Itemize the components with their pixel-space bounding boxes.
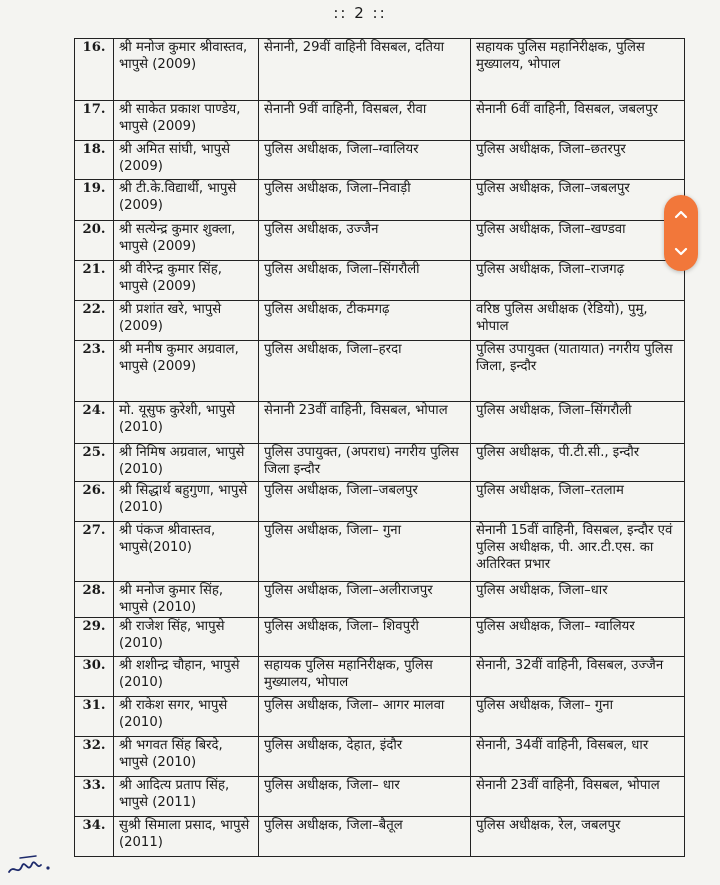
serial-number: 19. [75,180,114,221]
table-row [75,341,685,402]
table-row [75,180,685,221]
new-posting: सेनानी 6वीं वाहिनी, विसबल, जबलपुर [471,101,685,141]
new-posting: पुलिस अधीक्षक, जिला– ग्वालियर [471,618,685,657]
officer-name: श्री शशीन्द्र चौहान, भापुसे (2010) [114,657,259,697]
new-posting: पुलिस अधीक्षक, जिला–खण्डवा [471,221,685,261]
serial-number: 33. [75,777,114,817]
transfer-orders-table [74,38,685,857]
serial-number: 17. [75,101,114,141]
new-posting: पुलिस अधीक्षक, जिला–छतरपुर [471,141,685,180]
officer-name: श्री पंकज श्रीवास्तव, भापुसे(2010) [114,522,259,582]
new-posting: पुलिस अधीक्षक, पी.टी.सी., इन्दौर [471,444,685,482]
table-row [75,221,685,261]
current-posting: सेनानी, 29वीं वाहिनी विसबल, दतिया [259,39,471,101]
new-posting: पुलिस अधीक्षक, जिला–राजगढ़ [471,261,685,301]
table-row [75,39,685,101]
new-posting: पुलिस उपायुक्त (यातायात) नगरीय पुलिस जिला, इन्दौर [471,341,685,402]
current-posting: सहायक पुलिस महानिरीक्षक, पुलिस मुख्यालय, भोपाल [259,657,471,697]
new-posting: पुलिस अधीक्षक, जिला–जबलपुर [471,180,685,221]
current-posting: पुलिस अधीक्षक, जिला–अलीराजपुर [259,582,471,618]
table-row [75,817,685,857]
scroll-down-button[interactable] [664,233,698,271]
table-row [75,582,685,618]
signature-icon [6,846,54,882]
new-posting: पुलिस अधीक्षक, जिला–धार [471,582,685,618]
table-row [75,444,685,482]
chevron-down-icon [674,247,688,257]
serial-number: 22. [75,301,114,341]
officer-name: श्री मनोज कुमार श्रीवास्तव, भापुसे (2009) [114,39,259,101]
table-row [75,482,685,522]
serial-number: 16. [75,39,114,101]
new-posting: सेनानी, 32वीं वाहिनी, विसबल, उज्जैन [471,657,685,697]
current-posting: पुलिस अधीक्षक, जिला– गुना [259,522,471,582]
serial-number: 18. [75,141,114,180]
current-posting: सेनानी 9वीं वाहिनी, विसबल, रीवा [259,101,471,141]
new-posting: पुलिस अधीक्षक, जिला– गुना [471,697,685,737]
serial-number: 27. [75,522,114,582]
new-posting: सहायक पुलिस महानिरीक्षक, पुलिस मुख्यालय, भोपाल [471,39,685,101]
officer-name: श्री आदित्य प्रताप सिंह, भापुसे (2011) [114,777,259,817]
officer-name: श्री सिद्धार्थ बहुगुणा, भापुसे (2010) [114,482,259,522]
serial-number: 20. [75,221,114,261]
table-row [75,737,685,777]
officer-name: सुश्री सिमाला प्रसाद, भापुसे (2011) [114,817,259,857]
current-posting: पुलिस उपायुक्त, (अपराध) नगरीय पुलिस जिला इन्दौर [259,444,471,482]
table-row [75,697,685,737]
officer-name: श्री सत्येन्द्र कुमार शुक्ला, भापुसे (2009) [114,221,259,261]
current-posting: पुलिस अधीक्षक, जिला– धार [259,777,471,817]
current-posting: पुलिस अधीक्षक, उज्जैन [259,221,471,261]
serial-number: 30. [75,657,114,697]
serial-number: 31. [75,697,114,737]
serial-number: 25. [75,444,114,482]
table-row [75,657,685,697]
officer-name: श्री अमित सांघी, भापुसे (2009) [114,141,259,180]
officer-name: श्री मनोज कुमार सिंह, भापुसे (2010) [114,582,259,618]
table-row [75,618,685,657]
table-row [75,101,685,141]
table-row [75,402,685,444]
current-posting: पुलिस अधीक्षक, जिला–बैतूल [259,817,471,857]
current-posting: पुलिस अधीक्षक, जिला– शिवपुरी [259,618,471,657]
serial-number: 32. [75,737,114,777]
current-posting: पुलिस अधीक्षक, देहात, इंदौर [259,737,471,777]
officer-name: श्री वीरेन्द्र कुमार सिंह, भापुसे (2009) [114,261,259,301]
chevron-up-icon [674,209,688,219]
serial-number: 23. [75,341,114,402]
current-posting: पुलिस अधीक्षक, जिला–सिंगरौली [259,261,471,301]
officer-name: श्री मनीष कुमार अग्रवाल, भापुसे (2009) [114,341,259,402]
serial-number: 26. [75,482,114,522]
new-posting: पुलिस अधीक्षक, जिला–रतलाम [471,482,685,522]
new-posting: वरिष्ठ पुलिस अधीक्षक (रेडियो), पुमु, भोपाल [471,301,685,341]
officer-name: श्री प्रशांत खरे, भापुसे (2009) [114,301,259,341]
serial-number: 21. [75,261,114,301]
new-posting: सेनानी 23वीं वाहिनी, विसबल, भोपाल [471,777,685,817]
current-posting: पुलिस अधीक्षक, जिला–जबलपुर [259,482,471,522]
page-number-header: :: 2 :: [333,4,387,22]
officer-name: श्री राजेश सिंह, भापुसे (2010) [114,618,259,657]
officer-name: मो. यूसुफ कुरेशी, भापुसे (2010) [114,402,259,444]
new-posting: सेनानी, 34वीं वाहिनी, विसबल, धार [471,737,685,777]
current-posting: सेनानी 23वीं वाहिनी, विसबल, भोपाल [259,402,471,444]
table-row [75,261,685,301]
scroll-nav-pill [664,195,698,271]
officer-name: श्री टी.के.विद्यार्थी, भापुसे (2009) [114,180,259,221]
current-posting: पुलिस अधीक्षक, जिला– आगर मालवा [259,697,471,737]
serial-number: 29. [75,618,114,657]
current-posting: पुलिस अधीक्षक, जिला–ग्वालियर [259,141,471,180]
current-posting: पुलिस अधीक्षक, टीकमगढ़ [259,301,471,341]
serial-number: 28. [75,582,114,618]
table-row [75,777,685,817]
serial-number: 24. [75,402,114,444]
serial-number: 34. [75,817,114,857]
table-row [75,141,685,180]
officer-name: श्री राकेश सगर, भापुसे (2010) [114,697,259,737]
scroll-up-button[interactable] [664,195,698,233]
current-posting: पुलिस अधीक्षक, जिला–हरदा [259,341,471,402]
new-posting: सेनानी 15वीं वाहिनी, विसबल, इन्दौर एवं पुलिस अधीक्षक, पी. आर.टी.एस. का अतिरिक्त प्रभार [471,522,685,582]
officer-name: श्री निमिष अग्रवाल, भापुसे (2010) [114,444,259,482]
new-posting: पुलिस अधीक्षक, जिला–सिंगरौली [471,402,685,444]
table-row [75,522,685,582]
table-row [75,301,685,341]
current-posting: पुलिस अधीक्षक, जिला–निवाड़ी [259,180,471,221]
officer-name: श्री साकेत प्रकाश पाण्डेय, भापुसे (2009) [114,101,259,141]
officer-name: श्री भगवत सिंह बिरदे, भापुसे (2010) [114,737,259,777]
new-posting: पुलिस अधीक्षक, रेल, जबलपुर [471,817,685,857]
